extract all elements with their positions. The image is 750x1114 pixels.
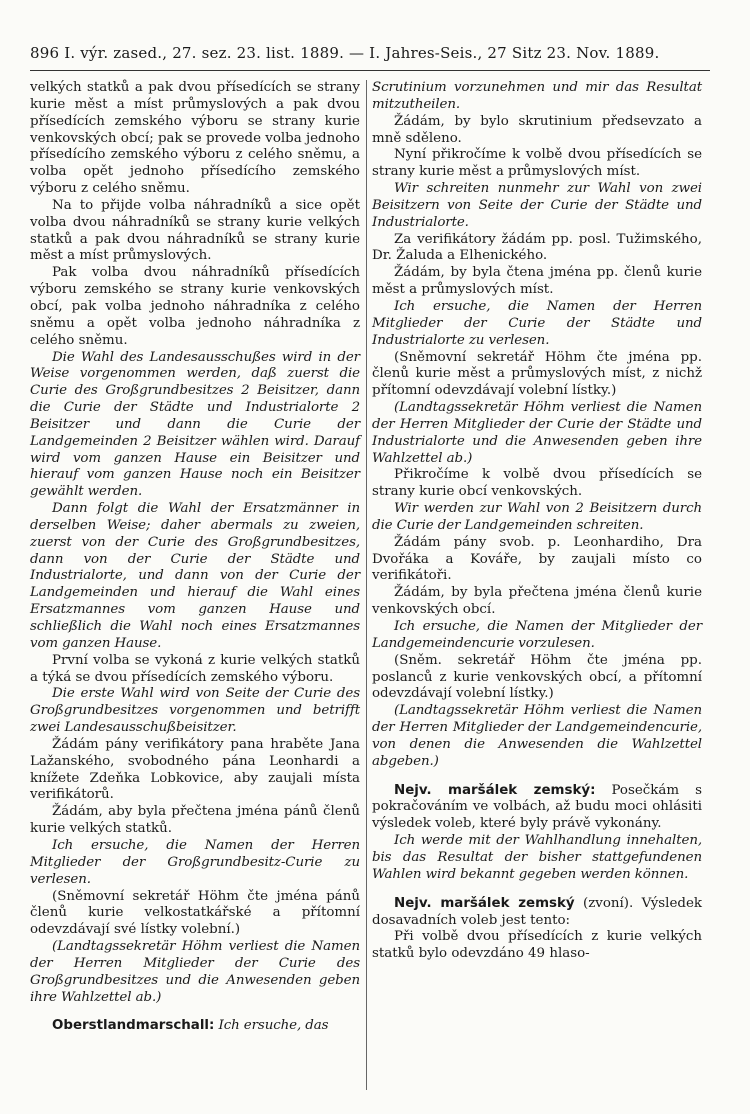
paragraph: Na to přijde volba náhradníků a sice opět volba dvou náhradníků se strany kurie velkých statků a pak dvou náhradníků se strany kurie měst a míst průmyslových. [30,197,360,264]
paragraph: První volba se vykoná z kurie velkých statků a týká se dvou přísedících zemského výboru. [30,652,360,685]
speech-text: Posečkám s pokračováním ve volbách, až budu moci ohlásiti výsledek voleb, které byly právě vykonány. [372,782,702,832]
paragraph: Scrutinium vorzunehmen und mir das Resultat mitzutheilen. [372,80,702,112]
paragraph: Wir schreiten nunmehr zur Wahl von zwei Beisitzern von Seite der Curie der Städte und Industrialorte. [372,181,702,230]
paragraph: (Landtagssekretär Höhm verliest die Namen der Herren Mitglieder der Curie des Großgrundbesitzes und die Anwesenden geben ihre Wahlzettel ab.) [30,939,360,1005]
right-speech-1-de: Ich werde mit der Wahlhandlung innehalten, bis das Resultat der bisher stattgefundenen Wahlen wird bekannt gegeben werden können. [372,833,702,882]
paragraph: (Sněm. sekretář Höhm čte jména pp. poslanců z kurie venkovských obcí, a přítomní odevzdávají volební lístky.) [372,652,702,702]
left-paragraphs [30,80,360,1006]
left-column [30,80,360,1035]
paragraph: Přikročíme k volbě dvou přísedících se strany kurie obcí venkovských. [372,467,702,500]
paragraph: Dann folgt die Wahl der Ersatzmänner in derselben Weise; daher abermals zu zweien, zuerst von der Curie des Großgrundbesitzes, dann von der Curie der Städte und Industrialorte, und dann von der Curie der Landgemeinden und hierauf die Wahl eines Ersatzmannes vom ganzen Hause und schließlich die Wahl noch eines Ersatzmannes vom ganzen Hause. [30,501,360,651]
paragraph: (Landtagssekretär Höhm verliest die Namen der Herren Mitglieder der Curie der Städte und Industrialorte und die Anwesenden geben ihre Wahlzettel ab.) [372,400,702,466]
paragraph: Ich ersuche, die Namen der Herren Mitglieder der Großgrundbesitz-Curie zu verlesen. [30,837,360,887]
header-text: 896 I. výr. zased., 27. sez. 23. list. 1889. — I. Jahres-Seis., 27 Sitz 23. Nov. 1889. [30,44,660,62]
paragraph: Ich ersuche, die Namen der Mitglieder der Landgemeindencurie vorzulesen. [372,619,702,651]
speech-text: Ich ersuche, das [214,1018,329,1034]
paragraph: (Landtagssekretär Höhm verliest die Namen der Herren Mitglieder der Landgemeindencurie, von denen die Anwesenden die Wahlzettel abgeben.) [372,703,702,769]
paragraph: Die Wahl des Landesausschußes wird in der Weise vorgenommen werden, daß zuerst die Curie des Großgrundbesitzes 2 Beisitzer, dann die Curie der Städte und Industrialorte 2 Beisitzer und dann die Curie der Landgemeinden 2 Beisitzer wählen wird. Darauf wird vom ganzen Hause ein Beisitzer und hierauf vom ganzen Hause noch ein Beisitzer gewählt werden. [30,349,360,500]
paragraph: Die erste Wahl wird von Seite der Curie des Großgrundbesitzes vorgenommen und betrifft zwei Landesausschußbeisitzer. [30,686,360,736]
left-speech [30,1018,360,1035]
right-paragraphs [372,80,702,771]
column-divider [366,80,367,1090]
paragraph: velkých statků a pak dvou přísedících se strany kurie měst a míst průmyslových a pak dvou přísedících zemského výboru se strany kurie venkovských obcí; pak se provede volba jednoho přísedícího zemského výboru z celého sněmu, a volba opět jednoho přísedícího zemského výboru z celého sněmu. [30,80,360,197]
right-speech-1 [372,783,702,834]
paragraph: Nyní přikročíme k volbě dvou přísedících se strany kurie měst a průmyslových míst. [372,147,702,180]
paragraph: Wir werden zur Wahl von 2 Beisitzern durch die Curie der Landgemeinden schreiten. [372,501,702,533]
paragraph: (Sněmovní sekretář Höhm čte jména pp. členů kurie měst a průmyslových míst, z nichž přítomní odevzdávají volební lístky.) [372,349,702,399]
page-header [30,44,710,62]
speaker-name: Nejv. maršálek zemský: [394,782,596,798]
right-speech-2 [372,896,702,930]
right-column [372,80,702,963]
speech-text: (zvoní). Výsledek dosavadních voleb jest tento: [372,895,702,928]
paragraph: Pak volba dvou náhradníků přísedících výboru zemského se strany kurie venkovských obcí, pak volba jednoho náhradníka z celého sněmu a opět volba jednoho náhradníka z celého sněmu. [30,265,360,348]
paragraph: Žádám, by byla čtena jména pp. členů kurie měst a průmyslových míst. [372,265,702,298]
paragraph: Za verifikátory žádám pp. posl. Tužimského, Dr. Žaluda a Elhenického. [372,231,702,264]
paragraph: Ich ersuche, die Namen der Herren Mitglieder der Curie der Städte und Industrialorte zu verlesen. [372,298,702,348]
speaker-name: Oberstlandmarschall: [52,1018,215,1034]
paragraph: (Sněmovní sekretář Höhm čte jména pánů členů kurie velkostatkářské a přítomní odevzdávají své lístky volební.) [30,888,360,938]
right-speech-2-cont: Při volbě dvou přísedících z kurie velkých statků bylo odevzdáno 49 hlaso- [372,929,702,962]
paragraph: Žádám pány svob. p. Leonhardiho, Dra Dvořáka a Kováře, by zaujali místo co verifikátoři. [372,534,702,584]
header-rule [30,70,710,71]
paragraph: Žádám, aby byla přečtena jména pánů členů kurie velkých statků. [30,804,360,837]
speaker-name: Nejv. maršálek zemský [394,895,575,911]
paragraph: Žádám pány verifikátory pana hraběte Jana Lažanského, svobodného pána Leonhardi a knížete Zdeňka Lobkovice, aby zaujali místa verifikátorů. [30,736,360,803]
paragraph: Žádám, by byla přečtena jména členů kurie venkovských obcí. [372,585,702,618]
paragraph: Žádám, by bylo skrutinium předsevzato a mně sděleno. [372,113,702,146]
